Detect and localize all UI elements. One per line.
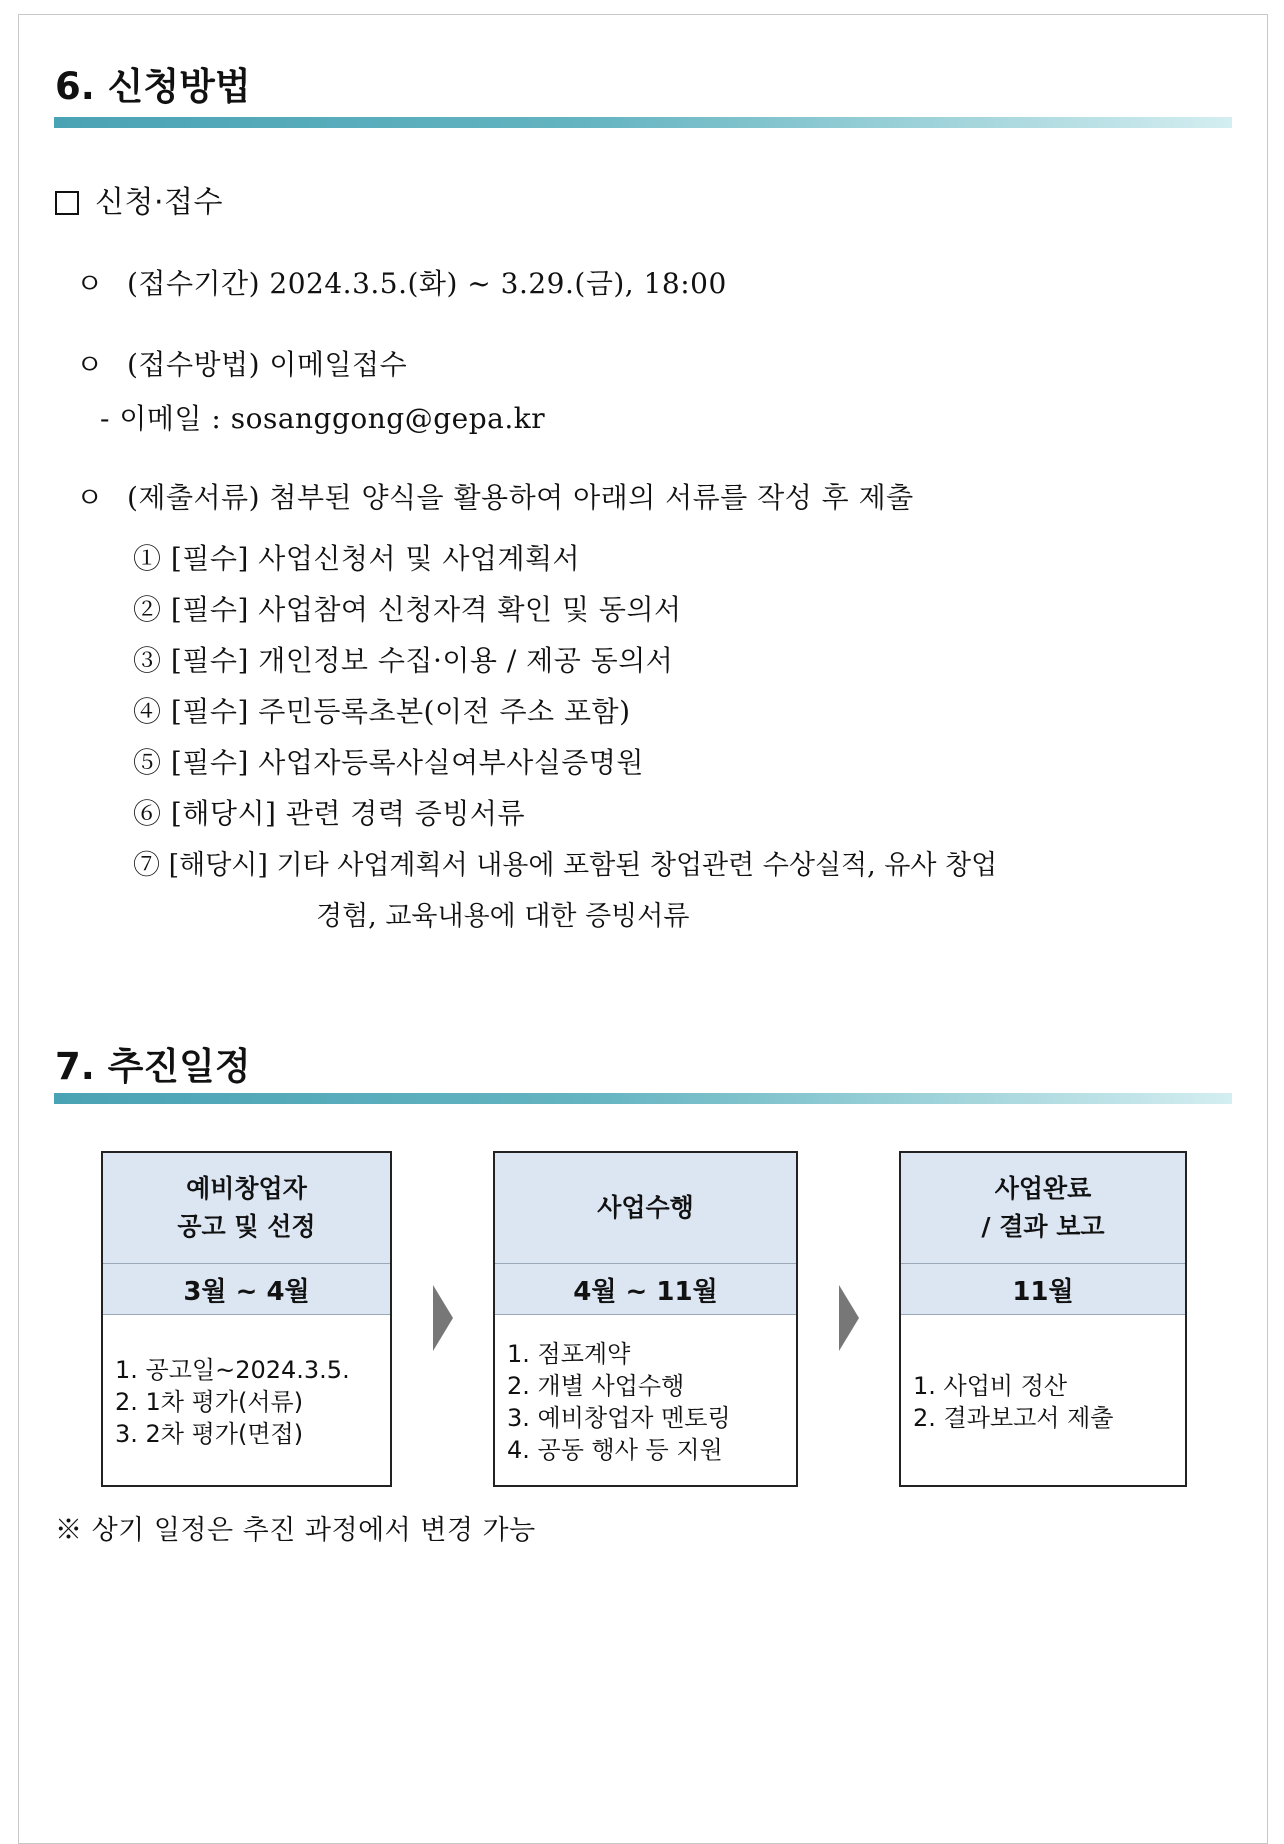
- stage-2-header: 사업수행: [495, 1153, 796, 1264]
- bullet-icon: ㅇ: [76, 267, 104, 300]
- item-documents-text: (제출서류) 첨부된 양식을 활용하여 아래의 서류를 작성 후 제출: [126, 481, 914, 514]
- stage-box-3: [899, 1151, 1187, 1487]
- section-6-title: 6. 신청방법: [55, 65, 251, 108]
- stage-box-1: [101, 1151, 392, 1487]
- document-item: ③ [필수] 개인정보 수집·이용 / 제공 동의서: [133, 644, 674, 677]
- section-7-divider: [54, 1093, 1232, 1104]
- stage-3-period: 11월: [901, 1264, 1185, 1315]
- stage-1-header: 예비창업자 공고 및 선정: [103, 1153, 390, 1264]
- item-documents: [76, 476, 914, 516]
- section-7-title: 7. 추진일정: [55, 1045, 251, 1088]
- stage-item: 1. 공고일~2024.3.5.: [115, 1356, 350, 1384]
- item-method: [76, 343, 407, 383]
- document-item-continuation: 경험, 교육내용에 대한 증빙서류: [316, 901, 690, 932]
- document-item: ⑤ [필수] 사업자등록사실여부사실증명원: [133, 746, 644, 779]
- stage-item: 2. 개별 사업수행: [507, 1372, 685, 1400]
- stage-1-body: [103, 1315, 390, 1489]
- subheading: [55, 177, 223, 221]
- stage-3-body: [901, 1315, 1185, 1489]
- stage-item: 3. 예비창업자 멘토링: [507, 1404, 731, 1432]
- schedule-note: ※ 상기 일정은 추진 과정에서 변경 가능: [55, 1515, 536, 1546]
- stage-2-period: 4월 ~ 11월: [495, 1264, 796, 1315]
- stage-item: 2. 1차 평가(서류): [115, 1388, 304, 1416]
- document-item: ② [필수] 사업참여 신청자격 확인 및 동의서: [133, 593, 682, 626]
- stage-item: 4. 공동 행사 등 지원: [507, 1436, 723, 1464]
- item-method-email: - 이메일 : sosanggong@gepa.kr: [100, 402, 546, 435]
- item-method-text: (접수방법) 이메일접수: [126, 348, 408, 381]
- item-period-text: (접수기간) 2024.3.5.(화) ~ 3.29.(금), 18:00: [126, 267, 727, 300]
- stage-item: 2. 결과보고서 제출: [913, 1404, 1114, 1432]
- stage-2-body: [495, 1315, 796, 1489]
- item-period: [76, 262, 727, 302]
- stage-1-period: 3월 ~ 4월: [103, 1264, 390, 1315]
- document-item: ⑥ [해당시] 관련 경력 증빙서류: [133, 797, 525, 830]
- stage-item: 1. 점포계약: [507, 1340, 631, 1368]
- stage-item: 1. 사업비 정산: [913, 1372, 1068, 1400]
- checkbox-icon: [55, 191, 79, 215]
- stage-box-2: [493, 1151, 798, 1487]
- subheading-text: 신청·접수: [95, 185, 223, 220]
- arrow-right-icon: [839, 1285, 859, 1351]
- document-item: ④ [필수] 주민등록초본(이전 주소 포함): [133, 695, 631, 728]
- arrow-right-icon: [433, 1285, 453, 1351]
- document-item: ⑦ [해당시] 기타 사업계획서 내용에 포함된 창업관련 수상실적, 유사 창업: [133, 850, 998, 881]
- stage-item: 3. 2차 평가(면접): [115, 1420, 304, 1448]
- stage-3-header: 사업완료 / 결과 보고: [901, 1153, 1185, 1264]
- section-6-divider: [54, 117, 1232, 128]
- document-item: ① [필수] 사업신청서 및 사업계획서: [133, 542, 581, 575]
- bullet-icon: ㅇ: [76, 348, 104, 381]
- bullet-icon: ㅇ: [76, 481, 104, 514]
